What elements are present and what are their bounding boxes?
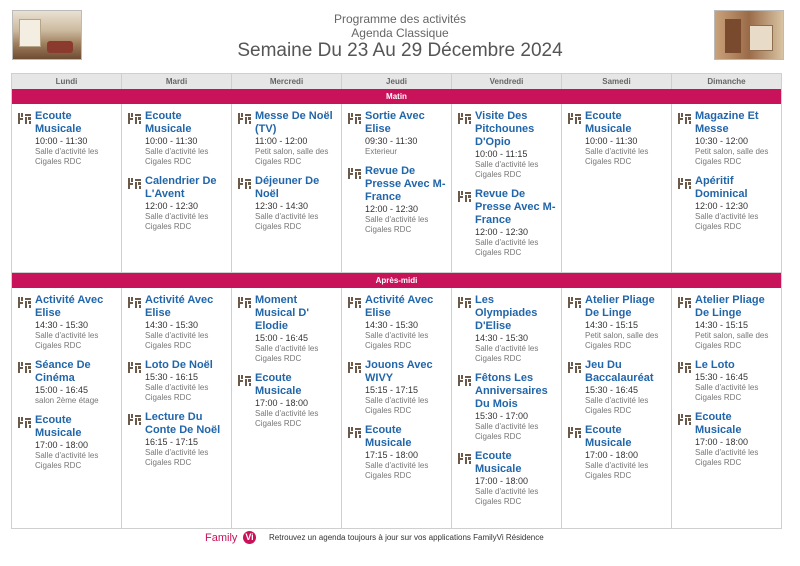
- activity-location: Petit salon, salle des Cigales RDC: [695, 147, 769, 166]
- activity-title: Activité Avec Elise: [365, 294, 434, 319]
- day-column: [341, 104, 451, 273]
- activity-icon: [238, 111, 251, 122]
- section-band-matin: Matin: [12, 89, 781, 104]
- day-header: Mardi: [121, 74, 231, 89]
- day-header: Jeudi: [341, 74, 451, 89]
- activity-icon: [678, 295, 691, 306]
- activity-time: 14:30 - 15:15: [585, 320, 639, 330]
- activity-title: Visite Des Pitchounes D'Opio: [475, 110, 535, 148]
- activity-time: 15:15 - 17:15: [365, 385, 419, 395]
- activity-icon: [568, 360, 581, 371]
- activity-title: Messe De Noël (TV): [255, 110, 333, 135]
- activity-item[interactable]: [238, 175, 337, 232]
- activity-title: Jeu Du Baccalauréat: [585, 359, 654, 384]
- activity-title: Atelier Pliage De Linge: [695, 294, 765, 319]
- activity-time: 10:00 - 11:30: [35, 136, 88, 146]
- activity-time: 17:00 - 18:00: [475, 476, 529, 486]
- activity-title: Les Olympiades D'Elise: [475, 294, 538, 332]
- activity-location: Salle d'activité les Cigales RDC: [255, 212, 319, 231]
- activity-item[interactable]: [238, 110, 337, 167]
- activity-time: 11:00 - 12:00: [255, 136, 308, 146]
- activity-location: Salle d'activité les Cigales RDC: [365, 396, 429, 415]
- activity-title: Fêtons Les Anniversaires Du Mois: [475, 372, 548, 410]
- activity-time: 15:30 - 16:45: [695, 372, 749, 382]
- activity-item[interactable]: [128, 411, 227, 468]
- activity-location: Petit salon, salle des Cigales RDC: [695, 331, 769, 350]
- activity-time: 17:15 - 18:00: [365, 450, 419, 460]
- activity-location: Salle d'activité les Cigales RDC: [365, 461, 429, 480]
- activity-time: 14:30 - 15:30: [365, 320, 419, 330]
- activity-time: 10:00 - 11:30: [585, 136, 638, 146]
- activity-title: Moment Musical D' Elodie: [255, 294, 309, 332]
- activity-title: Atelier Pliage De Linge: [585, 294, 655, 319]
- day-column: [121, 104, 231, 273]
- day-header: Lundi: [55, 77, 78, 86]
- day-header: Dimanche: [671, 74, 781, 89]
- activity-item[interactable]: [18, 359, 117, 406]
- activity-time: 15:30 - 16:45: [585, 385, 639, 395]
- day-column: [231, 288, 341, 529]
- activity-icon: [128, 295, 141, 306]
- activity-icon: [128, 360, 141, 371]
- activity-icon: [348, 425, 361, 436]
- activity-icon: [348, 295, 361, 306]
- header-line2: Agenda Classique: [351, 26, 449, 40]
- activity-title: Activité Avec Elise: [145, 294, 214, 319]
- activity-item[interactable]: [678, 411, 777, 468]
- activity-time: 17:00 - 18:00: [695, 437, 749, 447]
- activity-icon: [128, 412, 141, 423]
- activity-time: 16:15 - 17:15: [145, 437, 199, 447]
- activity-item[interactable]: [18, 110, 117, 167]
- section-row-apres-midi: [12, 288, 781, 529]
- activity-icon: [348, 360, 361, 371]
- activity-icon: [348, 111, 361, 122]
- activity-icon: [458, 451, 471, 462]
- header-line1: Programme des activités: [333, 12, 467, 26]
- activity-time: 15:30 - 16:15: [145, 372, 199, 382]
- activity-time: 15:00 - 16:45: [255, 333, 309, 343]
- weekly-calendar: [11, 73, 782, 529]
- activity-icon: [568, 295, 581, 306]
- activity-time: 14:30 - 15:30: [475, 333, 529, 343]
- activity-title: Séance De Cinéma: [35, 359, 91, 384]
- activity-item[interactable]: [238, 372, 337, 429]
- activity-time: 17:00 - 18:00: [255, 398, 309, 408]
- activity-location: Salle d'activité les Cigales RDC: [475, 344, 539, 363]
- activity-icon: [128, 111, 141, 122]
- activity-location: Salle d'activité les Cigales RDC: [145, 448, 209, 467]
- activity-time: 12:00 - 12:30: [695, 201, 749, 211]
- familyvi-logo: Family: [205, 532, 238, 544]
- footer: [205, 530, 605, 546]
- activity-location: Petit salon, salle des Cigales RDC: [585, 331, 659, 350]
- footer-text: Retrouvez un agenda toujours à jour sur vos applications FamilyVi Résidence: [269, 533, 544, 542]
- activity-icon: [238, 176, 251, 187]
- activity-time: 12:00 - 12:30: [475, 227, 529, 237]
- activity-item[interactable]: [348, 110, 447, 157]
- activity-time: 15:00 - 16:45: [35, 385, 89, 395]
- activity-item[interactable]: [348, 294, 447, 351]
- activity-icon: [568, 111, 581, 122]
- activity-title: Ecoute Musicale: [585, 110, 632, 135]
- activity-icon: [238, 373, 251, 384]
- day-column: [671, 288, 781, 529]
- activity-location: Salle d'activité les Cigales RDC: [585, 461, 649, 480]
- activity-icon: [458, 111, 471, 122]
- activity-icon: [238, 295, 251, 306]
- activity-time: 14:30 - 15:30: [145, 320, 199, 330]
- activity-location: Salle d'activité les Cigales RDC: [585, 147, 649, 166]
- activity-icon: [458, 295, 471, 306]
- activity-location: Salle d'activité les Cigales RDC: [475, 160, 539, 179]
- activity-title: Ecoute Musicale: [35, 414, 82, 439]
- activity-title: Le Loto: [695, 359, 735, 371]
- day-header: Vendredi: [451, 74, 561, 89]
- activity-title: Ecoute Musicale: [365, 424, 412, 449]
- activity-item[interactable]: [458, 294, 557, 364]
- activity-title: Lecture Du Conte De Noël: [145, 411, 221, 436]
- activity-location: Salle d'activité les Cigales RDC: [255, 409, 319, 428]
- activity-time: 10:00 - 11:30: [145, 136, 198, 146]
- activity-item[interactable]: [348, 424, 447, 481]
- day-column: [341, 288, 451, 529]
- day-header: Mercredi: [231, 74, 341, 89]
- activity-icon: [678, 176, 691, 187]
- day-column: [12, 104, 121, 273]
- activity-location: Salle d'activité les Cigales RDC: [365, 215, 429, 234]
- activity-time: 12:30 - 14:30: [255, 201, 309, 211]
- activity-item[interactable]: [348, 359, 447, 416]
- activity-location: Salle d'activité les Cigales RDC: [35, 451, 99, 470]
- activity-item[interactable]: [348, 165, 447, 235]
- activity-icon: [128, 176, 141, 187]
- activity-location: Salle d'activité les Cigales RDC: [145, 147, 209, 166]
- activity-title: Sortie Avec Elise: [365, 110, 425, 135]
- activity-location: Salle d'activité les Cigales RDC: [695, 448, 759, 467]
- activity-location: Salle d'activité les Cigales RDC: [145, 212, 209, 231]
- activity-title: Calendrier De L'Avent: [145, 175, 217, 200]
- section-row-matin: [12, 104, 781, 273]
- activity-location: Salle d'activité les Cigales RDC: [35, 331, 99, 350]
- activity-title: Magazine Et Messe: [695, 110, 759, 135]
- day-column: [671, 104, 781, 273]
- activity-icon: [458, 189, 471, 200]
- activity-location: Salle d'activité les Cigales RDC: [35, 147, 99, 166]
- activity-title: Ecoute Musicale: [695, 411, 742, 436]
- activity-icon: [458, 373, 471, 384]
- activity-time: 17:00 - 18:00: [585, 450, 639, 460]
- activity-title: Apéritif Dominical: [695, 175, 748, 200]
- activity-item[interactable]: [18, 294, 117, 351]
- activity-item[interactable]: [128, 110, 227, 167]
- day-header-row: [12, 74, 781, 90]
- activity-title: Loto De Noël: [145, 359, 213, 371]
- activity-location: Salle d'activité les Cigales RDC: [695, 383, 759, 402]
- activity-location: Salle d'activité les Cigales RDC: [255, 344, 319, 363]
- day-column: [231, 104, 341, 273]
- activity-location: Salle d'activité les Cigales RDC: [145, 383, 209, 402]
- activity-location: Petit salon, salle des Cigales RDC: [255, 147, 329, 166]
- activity-item[interactable]: [458, 450, 557, 507]
- activity-title: Ecoute Musicale: [585, 424, 632, 449]
- activity-item[interactable]: [568, 110, 667, 167]
- activity-location: Salle d'activité les Cigales RDC: [695, 212, 759, 231]
- activity-title: Jouons Avec WIVY: [365, 359, 433, 384]
- activity-item[interactable]: [458, 110, 557, 180]
- activity-item[interactable]: [458, 188, 557, 258]
- activity-time: 14:30 - 15:15: [695, 320, 749, 330]
- activity-time: 14:30 - 15:30: [35, 320, 89, 330]
- activity-item[interactable]: [128, 359, 227, 403]
- activity-location: Salle d'activité les Cigales RDC: [475, 422, 539, 441]
- activity-item[interactable]: [568, 424, 667, 481]
- activity-icon: [678, 111, 691, 122]
- activity-icon: [678, 412, 691, 423]
- activity-time: 12:00 - 12:30: [145, 201, 199, 211]
- activity-item[interactable]: [238, 294, 337, 364]
- day-column: [561, 104, 671, 273]
- activity-time: 12:00 - 12:30: [365, 204, 419, 214]
- activity-icon: [348, 166, 361, 177]
- activity-item[interactable]: [458, 372, 557, 442]
- activity-time: 17:00 - 18:00: [35, 440, 89, 450]
- activity-location: Salle d'activité les Cigales RDC: [365, 331, 429, 350]
- activity-location: Salle d'activité les Cigales RDC: [145, 331, 209, 350]
- activity-icon: [18, 295, 31, 306]
- activity-item[interactable]: [18, 414, 117, 471]
- activity-icon: [568, 425, 581, 436]
- day-column: [451, 104, 561, 273]
- activity-location: Exterieur: [365, 147, 398, 156]
- activity-title: Revue De Presse Avec M-France: [365, 165, 446, 203]
- day-header: Samedi: [561, 74, 671, 89]
- day-column: [12, 288, 121, 529]
- activity-title: Déjeuner De Noël: [255, 175, 320, 200]
- activity-item[interactable]: [128, 175, 227, 232]
- activity-location: Salle d'activité les Cigales RDC: [475, 487, 539, 506]
- page-title: Semaine Du 23 Au 29 Décembre 2024: [237, 40, 563, 61]
- day-column: [561, 288, 671, 529]
- activity-title: Ecoute Musicale: [255, 372, 302, 397]
- activity-title: Activité Avec Elise: [35, 294, 104, 319]
- activity-icon: [18, 360, 31, 371]
- activity-item[interactable]: [678, 110, 777, 167]
- activity-title: Revue De Presse Avec M-France: [475, 188, 556, 226]
- activity-item[interactable]: [678, 175, 777, 232]
- activity-time: 10:30 - 12:00: [695, 136, 749, 146]
- activity-location: salon 2ème étage: [35, 396, 99, 405]
- activity-title: Ecoute Musicale: [475, 450, 522, 475]
- activity-icon: [678, 360, 691, 371]
- activity-location: Salle d'activité les Cigales RDC: [585, 396, 649, 415]
- activity-title: Ecoute Musicale: [35, 110, 82, 135]
- activity-item[interactable]: [678, 294, 777, 351]
- activity-time: 09:30 - 11:30: [365, 136, 418, 146]
- activity-item[interactable]: [678, 359, 777, 403]
- activity-item[interactable]: [568, 359, 667, 416]
- day-column: [121, 288, 231, 529]
- familyvi-logo-mark: Vi: [243, 531, 256, 544]
- activity-location: Salle d'activité les Cigales RDC: [475, 238, 539, 257]
- activity-title: Ecoute Musicale: [145, 110, 192, 135]
- section-band-apres-midi: Après-midi: [12, 273, 781, 288]
- day-column: [451, 288, 561, 529]
- activity-time: 15:30 - 17:00: [475, 411, 529, 421]
- activity-icon: [18, 111, 31, 122]
- activity-item[interactable]: [568, 294, 667, 351]
- activity-icon: [18, 415, 31, 426]
- activity-item[interactable]: [128, 294, 227, 351]
- activity-time: 10:00 - 11:15: [475, 149, 528, 159]
